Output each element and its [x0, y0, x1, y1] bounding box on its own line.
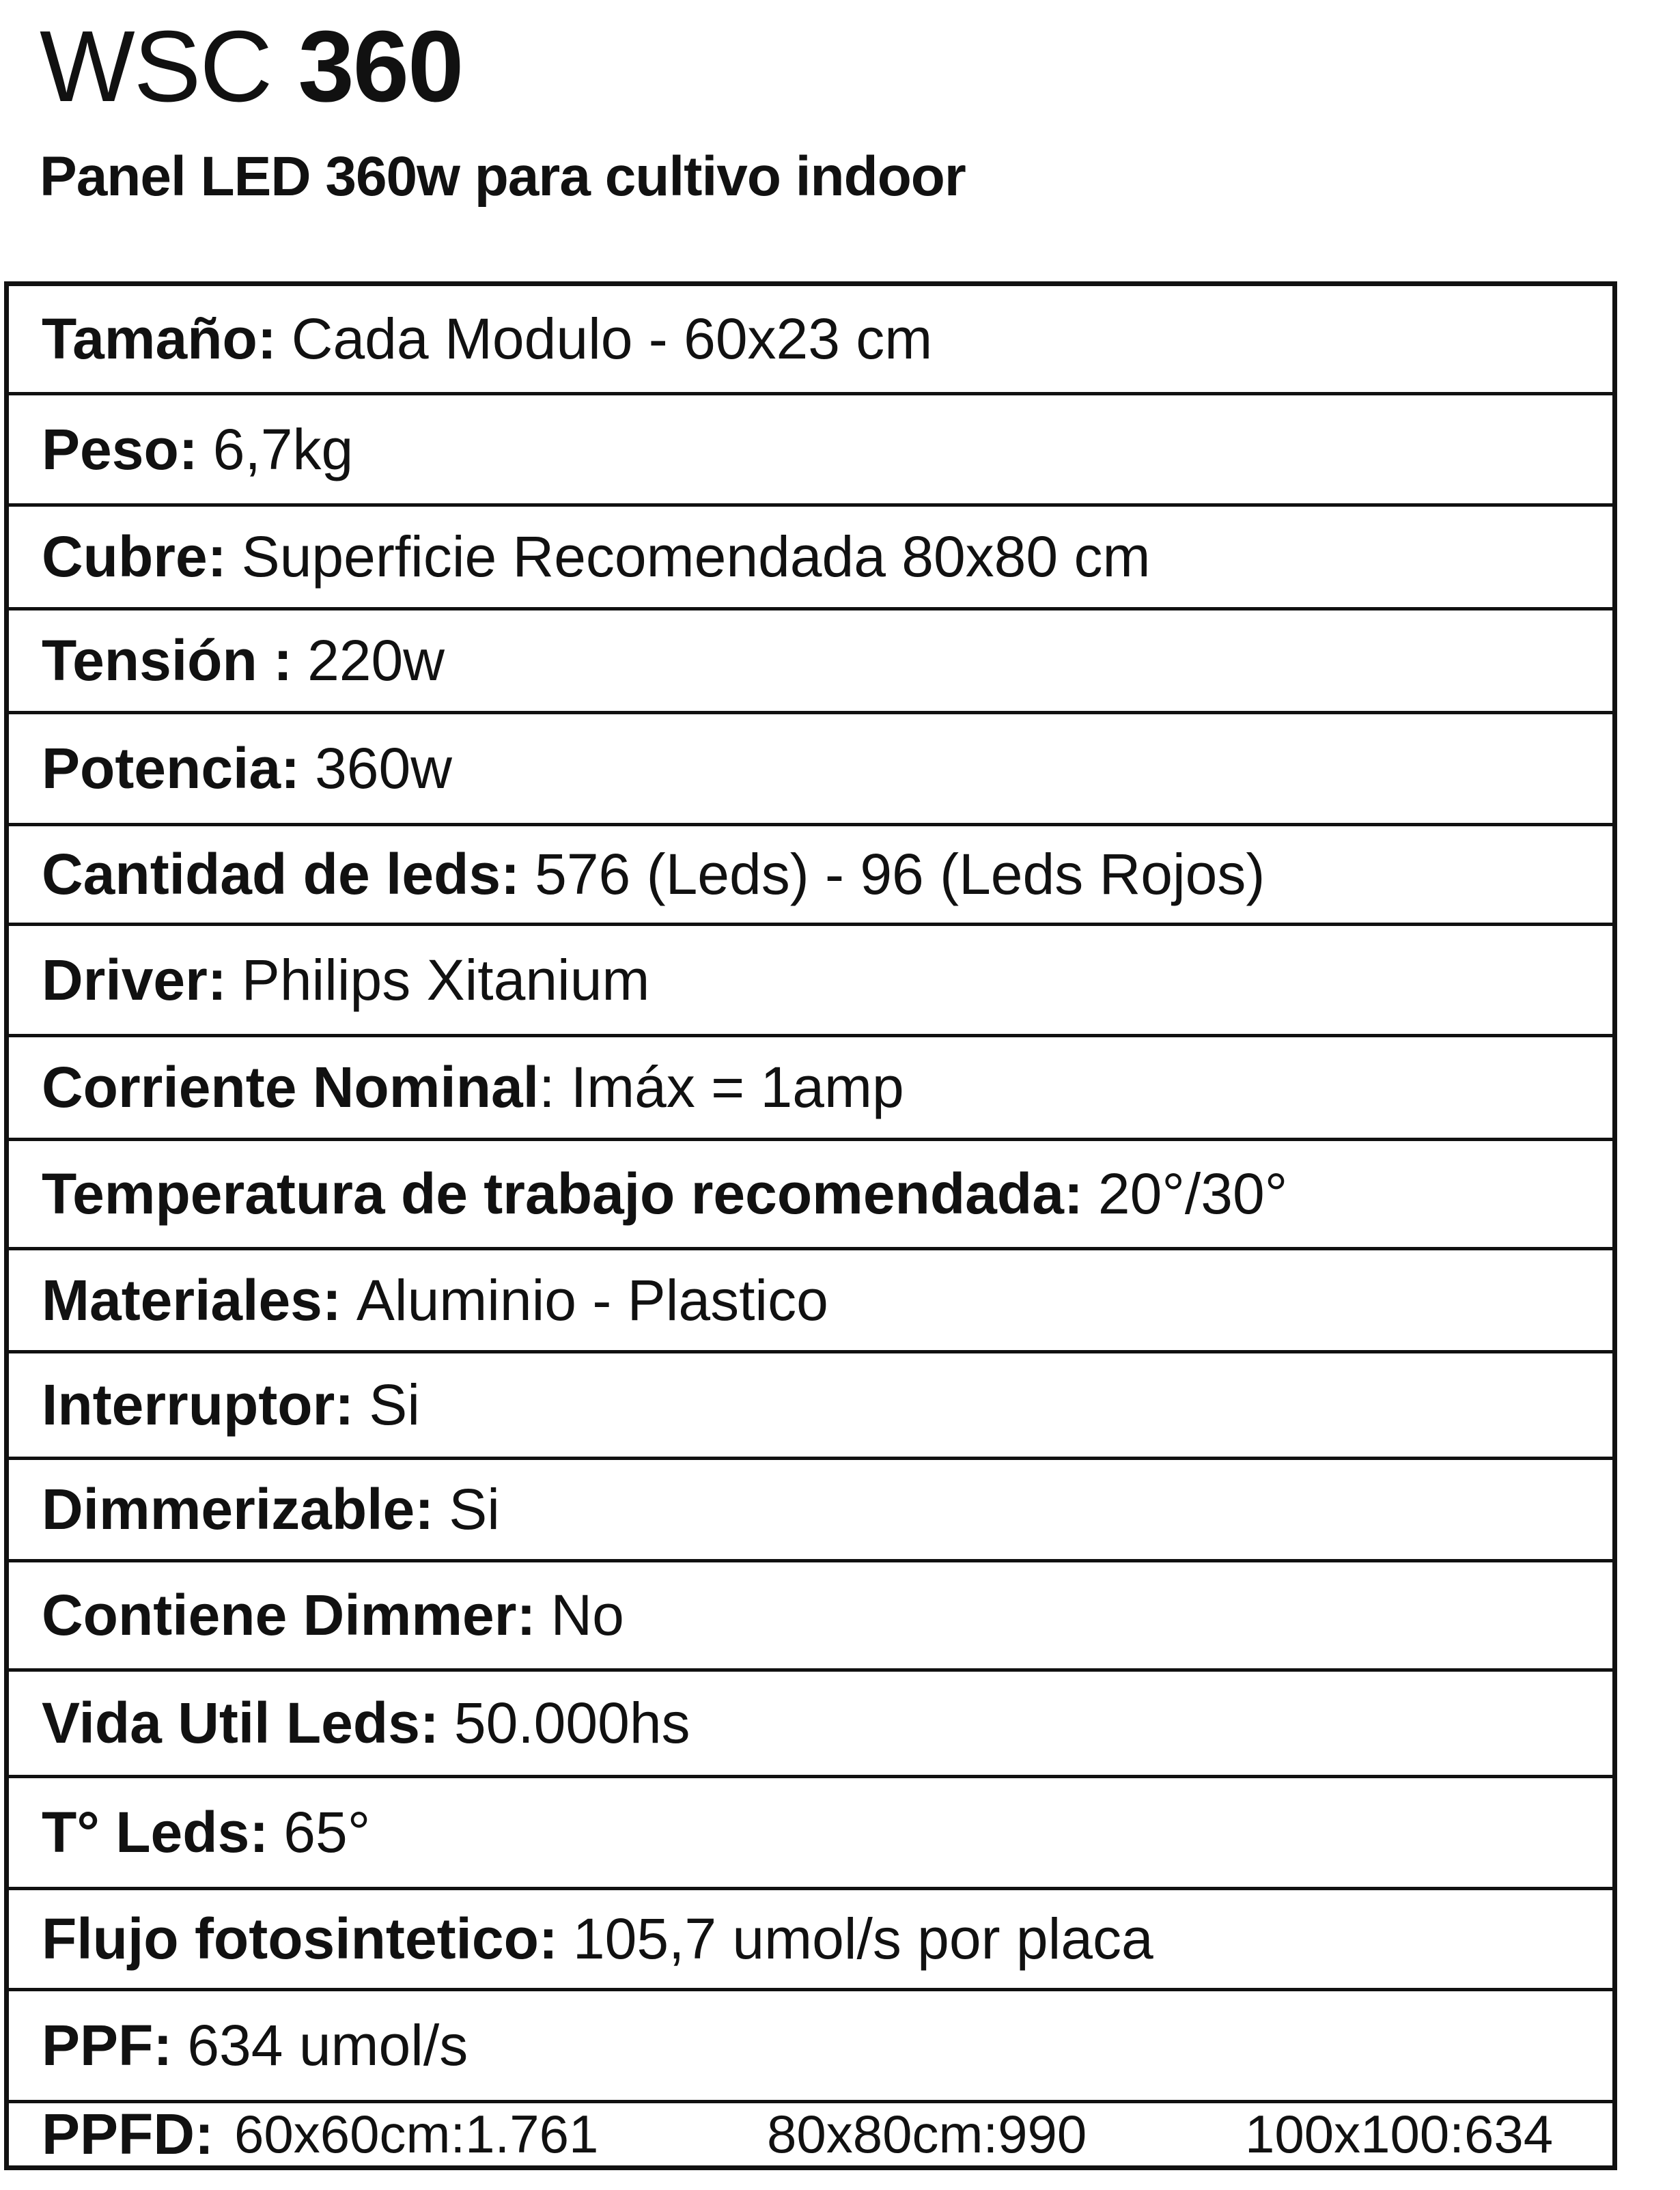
spec-value: Aluminio - Plastico	[356, 1267, 828, 1332]
ppfd-value: 60x60cm:1.761	[234, 2104, 599, 2164]
product-title-model: WSC	[40, 10, 272, 123]
spec-row-tension	[9, 610, 1612, 714]
spec-value: 360w	[315, 736, 452, 800]
spec-label: Flujo fotosintetico:	[42, 1907, 558, 1971]
spec-row-cantidad-leds	[9, 826, 1612, 926]
spec-value: Si	[369, 1373, 420, 1437]
spec-value: 576 (Leds) - 96 (Leds Rojos)	[535, 842, 1265, 906]
spec-value: : Imáx = 1amp	[539, 1055, 904, 1119]
product-title	[40, 12, 462, 122]
spec-table	[4, 281, 1617, 2170]
spec-row-driver	[9, 926, 1612, 1037]
spec-label: Tensión :	[42, 628, 293, 692]
spec-label: Temperatura de trabajo recomendada:	[42, 1162, 1083, 1226]
spec-value: Cada Modulo - 60x23 cm	[291, 307, 933, 371]
spec-row-flujo-fotosintetico	[9, 1890, 1612, 1991]
spec-row-corriente-nominal	[9, 1037, 1612, 1141]
spec-label: Tamaño:	[42, 307, 277, 371]
spec-label: PPF:	[42, 2013, 173, 2077]
spec-label: Peso:	[42, 417, 198, 481]
spec-value: 6,7kg	[212, 417, 354, 481]
ppfd-value: 100x100:634	[1245, 2104, 1554, 2164]
spec-label: T° Leds:	[42, 1800, 269, 1864]
spec-value: 105,7 umol/s por placa	[572, 1907, 1153, 1971]
spec-row-interruptor	[9, 1353, 1612, 1460]
spec-row-cubre	[9, 507, 1612, 610]
spec-row-temperatura-trabajo	[9, 1141, 1612, 1250]
spec-label: Potencia:	[42, 736, 300, 800]
spec-value: Superficie Recomendada 80x80 cm	[241, 524, 1151, 589]
spec-value: 220w	[307, 628, 445, 692]
spec-label: Corriente Nominal	[42, 1055, 540, 1119]
spec-value: Si	[449, 1477, 500, 1541]
spec-row-vida-util-leds	[9, 1672, 1612, 1778]
spec-label: Driver:	[42, 947, 227, 1012]
spec-value: Philips Xitanium	[241, 947, 650, 1012]
spec-value: No	[550, 1583, 624, 1647]
spec-label: Materiales:	[42, 1267, 341, 1332]
ppfd-values	[234, 2103, 1553, 2165]
spec-label: Interruptor:	[42, 1373, 354, 1437]
spec-label: Contiene Dimmer:	[42, 1583, 536, 1647]
product-title-number: 360	[298, 10, 463, 123]
spec-label: PPFD:	[42, 2103, 214, 2165]
spec-row-tamano	[9, 286, 1612, 395]
spec-row-contiene-dimmer	[9, 1562, 1612, 1672]
spec-row-ppfd	[9, 2103, 1612, 2165]
product-subtitle: Panel LED 360w para cultivo indoor	[40, 145, 966, 208]
spec-row-potencia	[9, 714, 1612, 826]
spec-label: Vida Util Leds:	[42, 1691, 439, 1755]
spec-value: 65°	[283, 1800, 371, 1864]
spec-row-dimmerizable	[9, 1460, 1612, 1562]
spec-row-peso	[9, 395, 1612, 507]
ppfd-value: 80x80cm:990	[767, 2104, 1087, 2164]
spec-value: 20°/30°	[1097, 1162, 1288, 1226]
spec-value: 50.000hs	[453, 1691, 690, 1755]
spec-label: Cubre:	[42, 524, 227, 589]
spec-label: Dimmerizable:	[42, 1477, 434, 1541]
spec-value: 634 umol/s	[187, 2013, 468, 2077]
spec-row-temp-leds	[9, 1778, 1612, 1890]
spec-row-materiales	[9, 1250, 1612, 1353]
spec-label: Cantidad de leds:	[42, 842, 520, 906]
spec-row-ppf	[9, 1991, 1612, 2103]
